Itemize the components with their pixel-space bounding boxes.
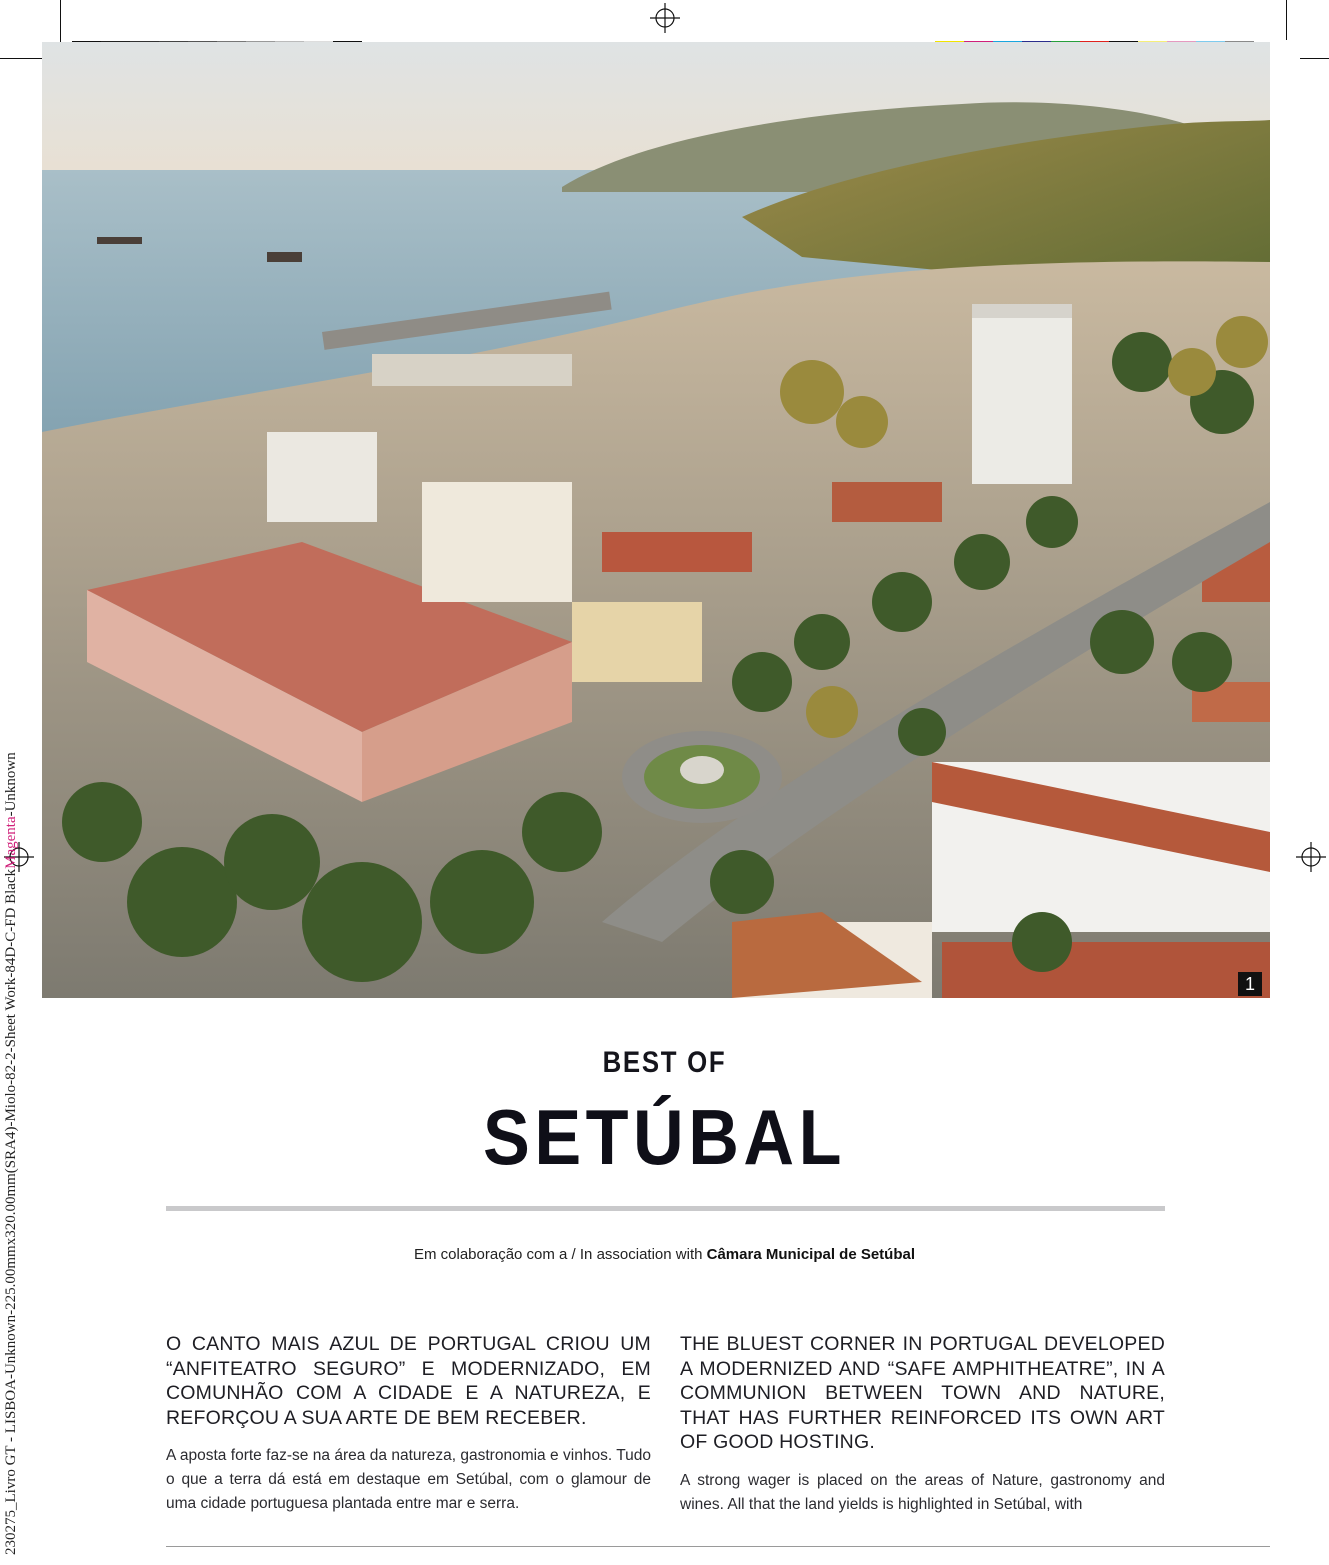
crop-mark bbox=[60, 0, 61, 44]
bottom-divider bbox=[166, 1546, 1270, 1547]
kicker-title: BEST OF bbox=[602, 1046, 727, 1079]
body-paragraph-en: A strong wager is placed on the areas of Nature, gastronomy and wines. All that the land yields is highlighted in Setúbal, with bbox=[680, 1471, 1165, 1513]
crop-mark bbox=[1286, 0, 1287, 40]
column-portuguese bbox=[166, 1332, 651, 1516]
photo-number-badge: 1 bbox=[1238, 972, 1262, 996]
column-english bbox=[680, 1332, 1165, 1517]
partner-name: Câmara Municipal de Setúbal bbox=[706, 1246, 916, 1263]
title-divider bbox=[166, 1206, 1165, 1211]
lead-paragraph-pt: O CANTO MAIS AZUL DE PORTUGAL CRIOU UM “ANFITEATRO SEGURO” E MODERNIZADO, EM COMUNHÃO COM A CIDADE E A NATUREZA, E REFORÇOU A SUA ARTE DE BEM RECEBER. bbox=[166, 1333, 651, 1429]
association-line: Em colaboração com a / In association with Câmara Municipal de Setúbal bbox=[413, 1246, 916, 1263]
crop-mark bbox=[1300, 58, 1329, 59]
print-slug: 230275_Livro GT - LISBOA-Unknown-225.00mmx320.00mm(SRA4)-Miolo-82-2-Sheet Work-84D-C-FD BlackMagenta-Unknown bbox=[3, 752, 19, 1555]
hero-photo bbox=[42, 42, 1270, 998]
lead-paragraph-en: THE BLUEST CORNER IN PORTUGAL DEVELOPED A MODERNIZED AND “SAFE AMPHITHEATRE”, IN A COMMUNION BETWEEN TOWN AND NATURE, THAT HAS FURTHER REINFORCED ITS OWN ART OF GOOD HOSTING. bbox=[680, 1333, 1165, 1453]
page-title: SETÚBAL bbox=[482, 1093, 847, 1181]
registration-mark-icon bbox=[1296, 842, 1326, 872]
aerial-city-illustration bbox=[42, 42, 1270, 998]
registration-mark-icon bbox=[650, 3, 680, 33]
body-paragraph-pt: A aposta forte faz-se na área da natureza, gastronomia e vinhos. Tudo o que a terra dá está em destaque em Setúbal, com o glamour de uma cidade portuguesa plantada entre mar e serra. bbox=[166, 1447, 651, 1512]
